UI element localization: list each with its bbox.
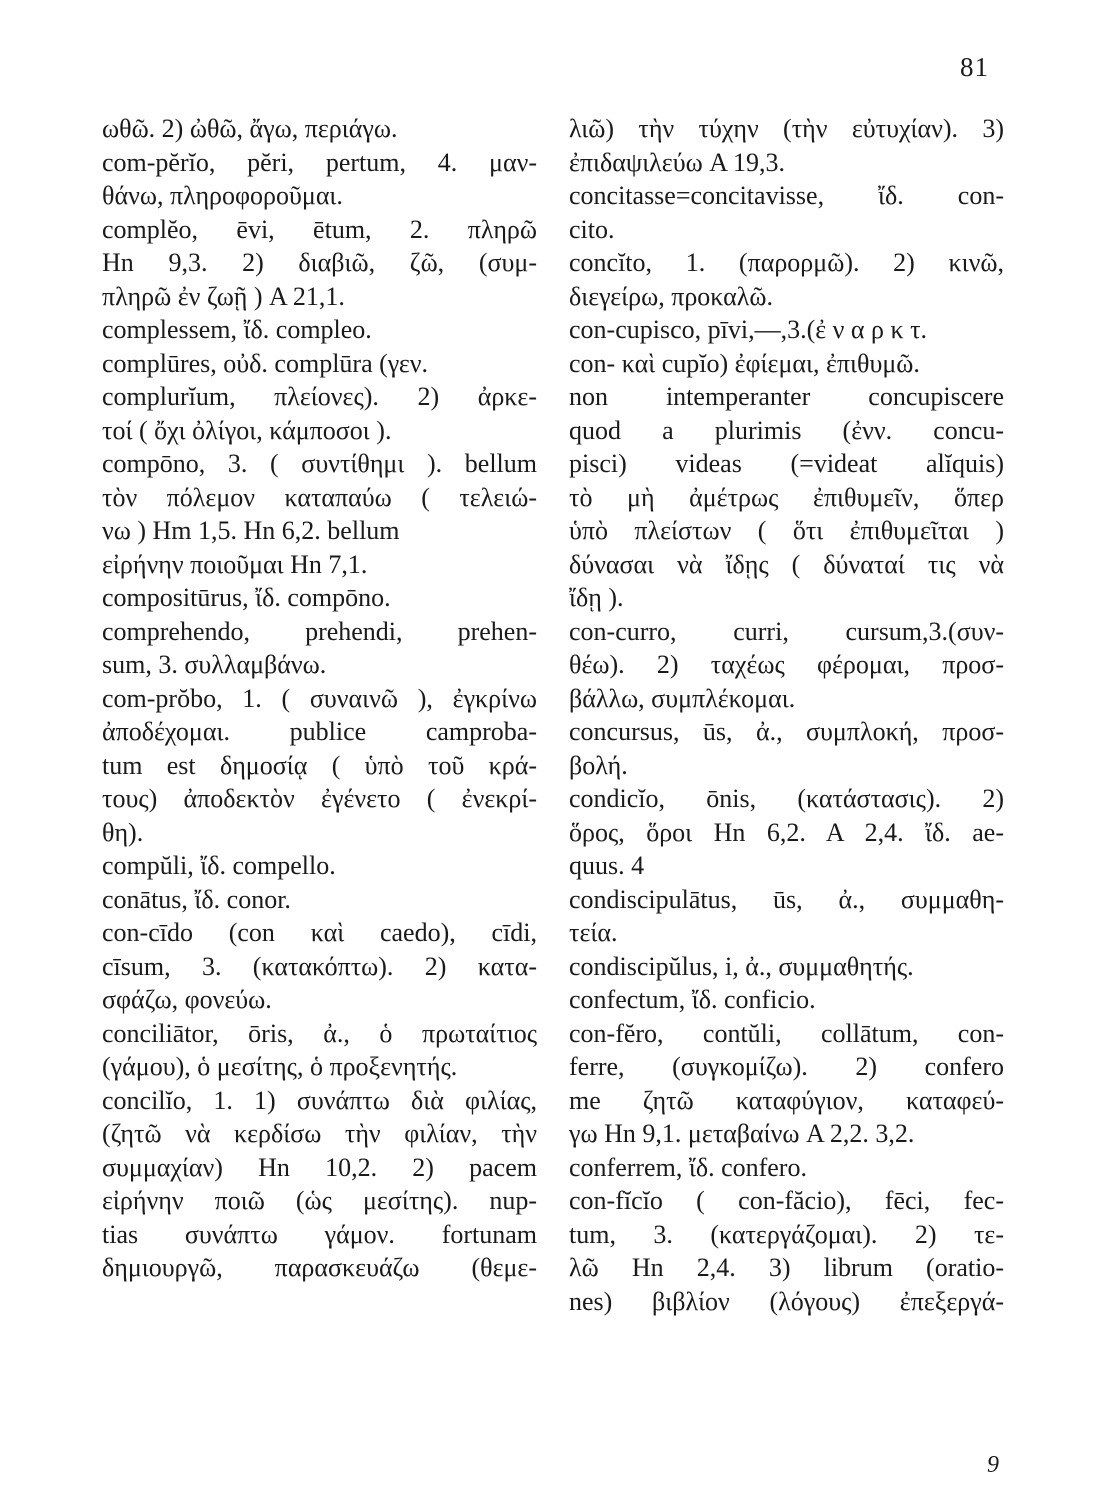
dictionary-line: (ζητῶ νὰ κερδίσω τὴν φιλίαν, τὴν — [102, 1119, 537, 1148]
dictionary-line: εἰρήνην ποιοῦμαι Hn 7,1. — [102, 549, 368, 579]
dictionary-line: nes) βιβλίον (λόγους) ἐπεξεργά- — [569, 1286, 1004, 1316]
dictionary-line: compositūrus, ἴδ. compōno. — [102, 583, 391, 612]
dictionary-line: tum est δημοσίᾳ ( ὑπὸ τοῦ κρά- — [102, 750, 537, 780]
dictionary-line: τὸν πόλεμον καταπαύω ( τελειώ- — [102, 482, 537, 512]
dictionary-line: concitasse=concitavisse, ἴδ. con- — [569, 181, 1004, 210]
dictionary-line: condiscipŭlus, i, ἀ., συμμαθητής. — [569, 951, 914, 981]
dictionary-line: complūres, οὐδ. complūra (γεν. — [102, 348, 428, 378]
dictionary-line: θάνω, πληροφοροῦμαι. — [102, 181, 343, 210]
dictionary-line: quus. 4 — [569, 851, 645, 880]
dictionary-line: com-prŏbo, 1. ( συναινῶ ), ἐγκρίνω — [102, 683, 537, 713]
dictionary-line: τεία. — [569, 918, 618, 947]
dictionary-line: con-fĕro, contŭli, collātum, con- — [569, 1018, 1004, 1048]
dictionary-line: εἰρήνην ποιῶ (ὡς μεσίτης). nup- — [102, 1186, 537, 1215]
dictionary-line: βάλλω, συμπλέκομαι. — [569, 683, 796, 713]
dictionary-line: con-cupisco, pīvi,—,3.(ἐ ν α ρ κ τ. — [569, 315, 928, 344]
dictionary-line: νω ) Hm 1,5. Hn 6,2. bellum — [102, 516, 400, 545]
left-column — [102, 112, 537, 1285]
dictionary-line: compōno, 3. ( συντίθημι ). bellum — [102, 449, 537, 478]
dictionary-line: θέω). 2) ταχέως φέρομαι, προσ- — [569, 650, 1004, 679]
dictionary-line: comprehendo, prehendi, prehen- — [102, 616, 537, 646]
dictionary-line: cito. — [569, 214, 615, 244]
dictionary-line: conciliātor, ōris, ἀ., ὁ πρωταίτιος — [102, 1018, 537, 1048]
dictionary-line: complurĭum, πλείονες). 2) ἀρκε- — [102, 382, 537, 411]
dictionary-line: conātus, ἴδ. conor. — [102, 884, 291, 914]
dictionary-line: τοί ( ὄχι ὀλίγοι, κάμποσοι ). — [102, 415, 392, 445]
signature-mark: 9 — [987, 1452, 999, 1478]
dictionary-line: me ζητῶ καταφύγιον, καταφεύ- — [569, 1085, 1004, 1115]
dictionary-line: compŭli, ἴδ. compello. — [102, 851, 336, 880]
dictionary-line: condicĭo, ōnis, (κατάστασις). 2) — [569, 784, 1004, 813]
dictionary-line: τὸ μὴ ἀμέτρως ἐπιθυμεῖν, ὅπερ — [569, 482, 1004, 512]
dictionary-line: pisci) videas (=videat alĭquis) — [569, 449, 1004, 478]
dictionary-line: βολή. — [569, 750, 628, 780]
dictionary-line: λιῶ) τὴν τύχην (τὴν εὐτυχίαν). 3) — [569, 114, 1004, 143]
dictionary-line: (γάμου), ὁ μεσίτης, ὁ προξενητής. — [102, 1052, 458, 1081]
dictionary-line: cīsum, 3. (κατακόπτω). 2) κατα- — [102, 951, 537, 981]
dictionary-line: con-cīdo (con καὶ caedo), cīdi, — [102, 918, 537, 947]
dictionary-line: ferre, (συγκομίζω). 2) confero — [569, 1052, 1004, 1081]
dictionary-line: λῶ Hn 2,4. 3) librum (oratio- — [569, 1253, 1004, 1282]
dictionary-line: τους) ἀποδεκτὸν ἐγένετο ( ἐνεκρί- — [102, 784, 537, 813]
dictionary-line: non intemperanter concupiscere — [569, 382, 1004, 411]
dictionary-line: complĕo, ēvi, ētum, 2. πληρῶ — [102, 214, 537, 244]
dictionary-line: confectum, ἴδ. conficio. — [569, 985, 816, 1014]
dictionary-line: com-pĕrĭo, pĕri, pertum, 4. μαν- — [102, 147, 537, 177]
dictionary-line: con-fĭcĭo ( con-făcio), fēci, fec- — [569, 1186, 1004, 1215]
dictionary-line: concĭto, 1. (παρορμῶ). 2) κινῶ, — [569, 248, 1004, 277]
dictionary-line: σφάζω, φονεύω. — [102, 985, 272, 1014]
dictionary-line: tias συνάπτω γάμον. fortunam — [102, 1219, 537, 1249]
dictionary-line: conferrem, ἴδ. confero. — [569, 1152, 807, 1182]
dictionary-line: γω Hn 9,1. μεταβαίνω A 2,2. 3,2. — [569, 1119, 915, 1148]
dictionary-line: ἐπιδαψιλεύω A 19,3. — [569, 147, 786, 177]
dictionary-line: ὅρος, ὅροι Hn 6,2. A 2,4. ἴδ. ae- — [569, 817, 1004, 847]
dictionary-line: ἴδῃ ). — [569, 583, 624, 612]
dictionary-line: con- καὶ cupĭo) ἐφίεμαι, ἐπιθυμῶ. — [569, 348, 920, 378]
dictionary-line: concursus, ūs, ἀ., συμπλοκή, προσ- — [569, 717, 1004, 746]
right-column — [569, 112, 1004, 1318]
dictionary-line: θη). — [102, 817, 144, 847]
dictionary-line: διεγείρω, προκαλῶ. — [569, 281, 774, 311]
dictionary-line: complessem, ἴδ. compleo. — [102, 315, 372, 344]
dictionary-line: tum, 3. (κατεργάζομαι). 2) τε- — [569, 1219, 1004, 1249]
dictionary-line: δημιουργῶ, παρασκευάζω (θεμε- — [102, 1253, 537, 1282]
dictionary-line: δύνασαι νὰ ἴδῃς ( δύναταί τις νὰ — [569, 549, 1004, 579]
dictionary-line: condiscipulātus, ūs, ἀ., συμμαθη- — [569, 884, 1004, 914]
dictionary-line: ἀποδέχομαι. publice camproba- — [102, 717, 537, 746]
dictionary-line: Hn 9,3. 2) διαβιῶ, ζῶ, (συμ- — [102, 248, 537, 277]
page-number: 81 — [960, 52, 989, 82]
dictionary-line: sum, 3. συλλαμβάνω. — [102, 650, 327, 679]
dictionary-line: πληρῶ ἐν ζωῇ ) A 21,1. — [102, 281, 345, 311]
dictionary-line: con-curro, curri, cursum,3.(συν- — [569, 616, 1004, 646]
dictionary-line: συμμαχίαν) Hn 10,2. 2) pacem — [102, 1152, 537, 1182]
dictionary-line: ὑπὸ πλείστων ( ὅτι ἐπιθυμεῖται ) — [569, 516, 1004, 545]
dictionary-line: ωθῶ. 2) ὠθῶ, ἄγω, περιάγω. — [102, 114, 398, 143]
dictionary-line: concilĭo, 1. 1) συνάπτω διὰ φιλίας, — [102, 1085, 537, 1115]
dictionary-line: quod a plurimis (ἐνν. concu- — [569, 415, 1004, 445]
